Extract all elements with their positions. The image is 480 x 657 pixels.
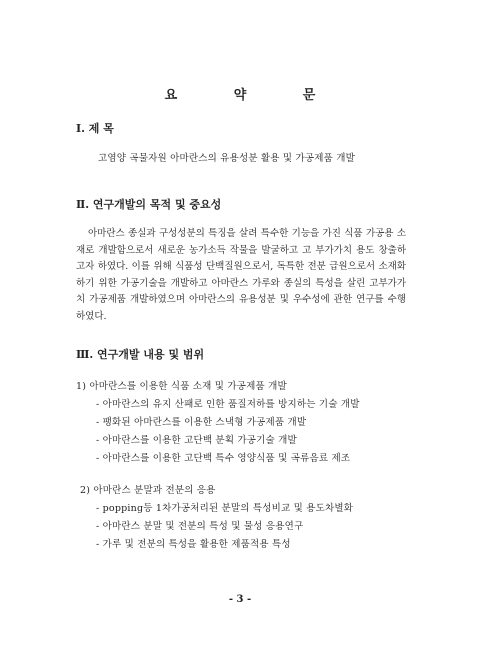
page-number: - 3 - (228, 594, 252, 605)
list-item: - 아마란스를 이용한 고단백 특수 영양식품 및 곡류음료 제조 (96, 453, 351, 464)
page-title: 요 약 문 (164, 88, 342, 103)
section-2-heading: Ⅱ. 연구개발의 목적 및 중요성 (76, 198, 222, 211)
list-item: - 팽화된 아마란스를 이용한 스낵형 가공제품 개발 (96, 417, 307, 428)
section-2-paragraph: 아마란스 종실과 구성성분의 특징을 살려 특수한 기능을 가진 식품 가공용 소재로 개발함으로서 새로운 농가소득 작물을 발굴하고 고 부가가치 용도 창출하고자 하였다. 이를 위해 식품성 단백질원으로서, 독특한 전분 급원으로서 소재화 하기 위한 가공기술을 개발하고 아마란스 가루와 종실의 특성을 살린 고부가가치 가공제품 개발하였으며 아마란스의 유용성분 및 우수성에 관한 연구를 수행하였다. (76, 228, 406, 322)
section-3-heading: Ⅲ. 연구개발 내용 및 범위 (76, 348, 205, 361)
group-2-title: 2) 아마란스 분말과 전분의 응용 (80, 485, 216, 496)
group-1-title: 1) 아마란스를 이용한 식품 소재 및 가공제품 개발 (76, 381, 287, 392)
list-item: - 아마란스의 유지 산패로 인한 품질저하를 방지하는 기술 개발 (96, 399, 360, 410)
project-title-text: 고염양 곡물자원 아마란스의 유용성분 활용 및 가공제품 개발 (98, 153, 355, 164)
list-item: - 아마란스를 이용한 고단백 분획 가공기술 개발 (96, 435, 297, 446)
list-item: - popping등 1차가공처리된 분말의 특성비교 및 용도차별화 (96, 503, 354, 514)
list-item: - 아마란스 분말 및 전분의 특성 및 물성 응용연구 (96, 521, 304, 532)
section-1-heading: Ⅰ. 제 목 (76, 122, 114, 135)
list-item: - 가루 및 전분의 특성을 활용한 제품적용 특성 (96, 539, 291, 550)
